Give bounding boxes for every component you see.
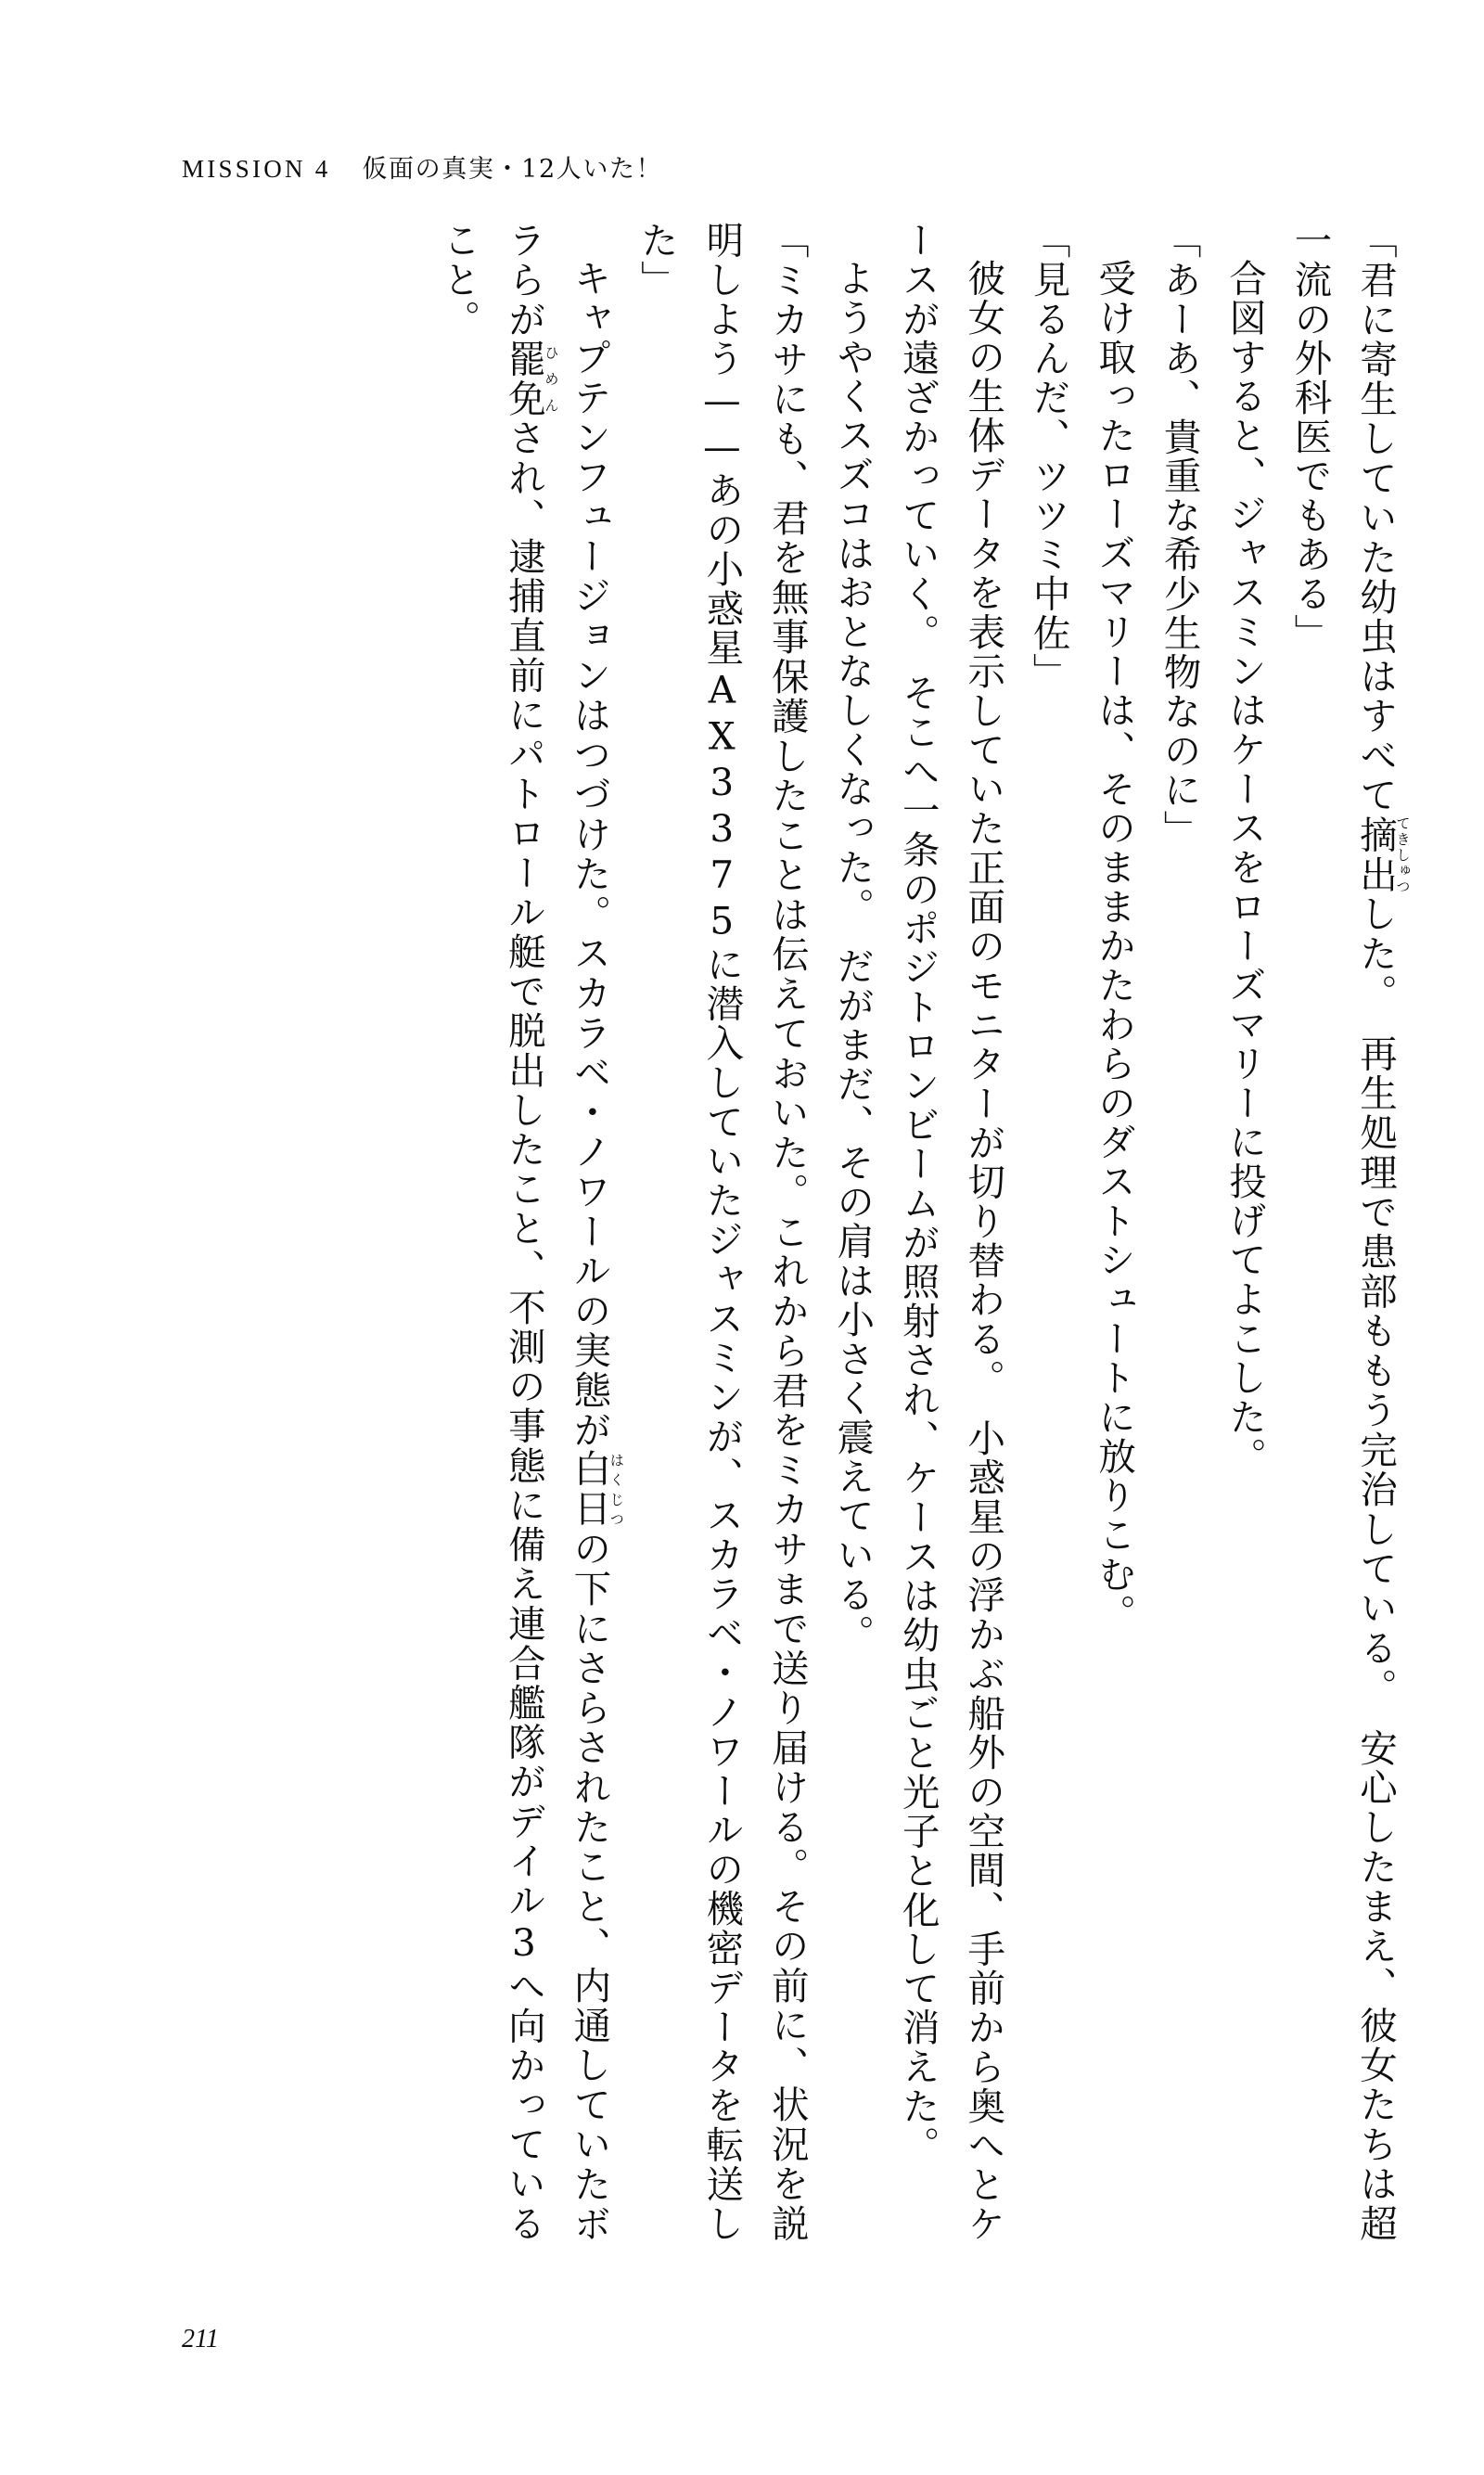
running-head-title: 仮面の真実・12人いた！ — [362, 155, 663, 184]
paragraph-7: ようやくスズコはおとなしくなった。 だがまだ、その肩は小さく震えている。 — [830, 258, 876, 1653]
paragraph-6: 彼女の生体データを表示していた正面のモニターが切り替わる。 小惑星の浮かぶ船外の空間、手前から奥へとケースが遠ざかっていく。 そこへ一条のポジトロンビームが照射され、ケースは幼虫ごと光子と化して消えた。 — [895, 221, 1006, 2243]
ruby-himen: 罷免ひめん — [501, 339, 559, 419]
paragraph-4: 受け取ったローズマリーは、そのままかたわらのダストシュートに放りこむ。 — [1092, 258, 1137, 1633]
paragraph-8: 「ミカサにも、君を無事保護したことは伝えておいた。これから君をミカサまで送り届ける。その前に、状況を説明しよう——あの小惑星AX3375に潜入していたジャスミンが、スカラベ・ノワールの機密データを転送した」 — [633, 221, 810, 2243]
paragraph-1: 「君に寄生していた幼虫はすべて摘出てきしゅつした。 再生処理で患部ももう完治している。 安心したまえ、彼女たちは超一流の外科医でもある」 — [1287, 221, 1411, 2243]
ruby-hakujitsu: 白日はくじつ — [567, 1449, 625, 1530]
body-text — [167, 221, 1410, 2243]
paragraph-5: 「見るんだ、ツツミ中佐」 — [1026, 221, 1071, 692]
paragraph-2: 合図すると、ジャスミンはケースをローズマリーに投げてよこした。 — [1222, 258, 1268, 1476]
page-number: 211 — [182, 2325, 219, 2353]
running-head — [182, 148, 662, 185]
running-head-mission: MISSION 4 — [182, 155, 331, 183]
paragraph-3: 「あーあ、貴重な希少生物なのに」 — [1157, 221, 1202, 850]
paragraph-9: キャプテンフュージョンはつづけた。スカラベ・ノワールの実態が白日はくじつの下にさらされたこと、内通していたボラらが罷免ひめんされ、逮捕直前にパトロール艇で脱出したこと、不測の事態に備え連合艦隊がデイル3へ向かっていること。 — [436, 221, 625, 2243]
ruby-tekishutsu: 摘出てきしゅつ — [1353, 814, 1411, 895]
